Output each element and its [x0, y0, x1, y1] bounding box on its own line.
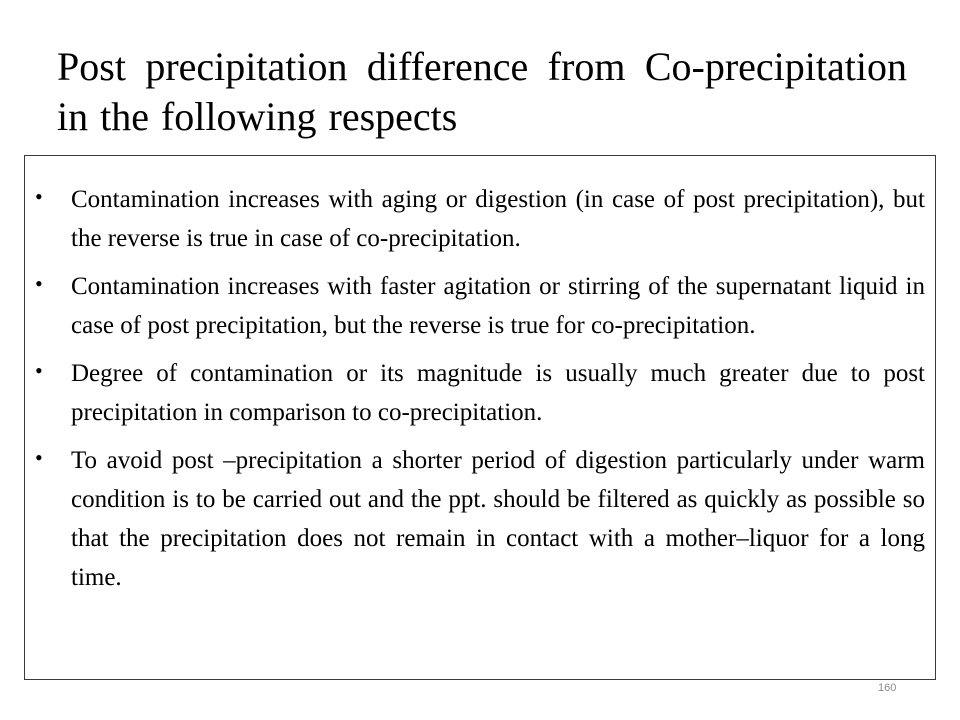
bullet-icon: •	[35, 445, 43, 470]
bullet-list	[25, 180, 925, 606]
bullet-text: Contamination increases with aging or digestion (in case of post precipitation), but the reverse is true in case of co-precipitation.	[71, 186, 925, 252]
bullet-icon: •	[35, 358, 43, 383]
bullet-text: Contamination increases with faster agitation or stirring of the supernatant liquid in case of post precipitation, but the reverse is true for co-precipitation.	[71, 273, 925, 339]
bullet-item-magnitude	[25, 354, 925, 432]
bullet-item-agitation	[25, 267, 925, 345]
page-number: 160	[878, 682, 897, 694]
bullet-text: To avoid post –precipitation a shorter period of digestion particularly under warm condition is to be carried out and the ppt. should be filtered as quickly as possible so that the precipitation does not remain in contact with a mother–liquor for a long time.	[71, 447, 925, 591]
bullet-item-aging	[25, 180, 925, 258]
bullet-item-avoidance	[25, 441, 925, 597]
content-box	[24, 155, 936, 680]
slide-title: Post precipitation difference from Co-precipitation in the following respects	[57, 44, 907, 139]
bullet-icon: •	[35, 184, 43, 209]
bullet-text: Degree of contamination or its magnitude is usually much greater due to post precipitation in comparison to co-precipitation.	[71, 360, 925, 426]
bullet-icon: •	[35, 271, 43, 296]
